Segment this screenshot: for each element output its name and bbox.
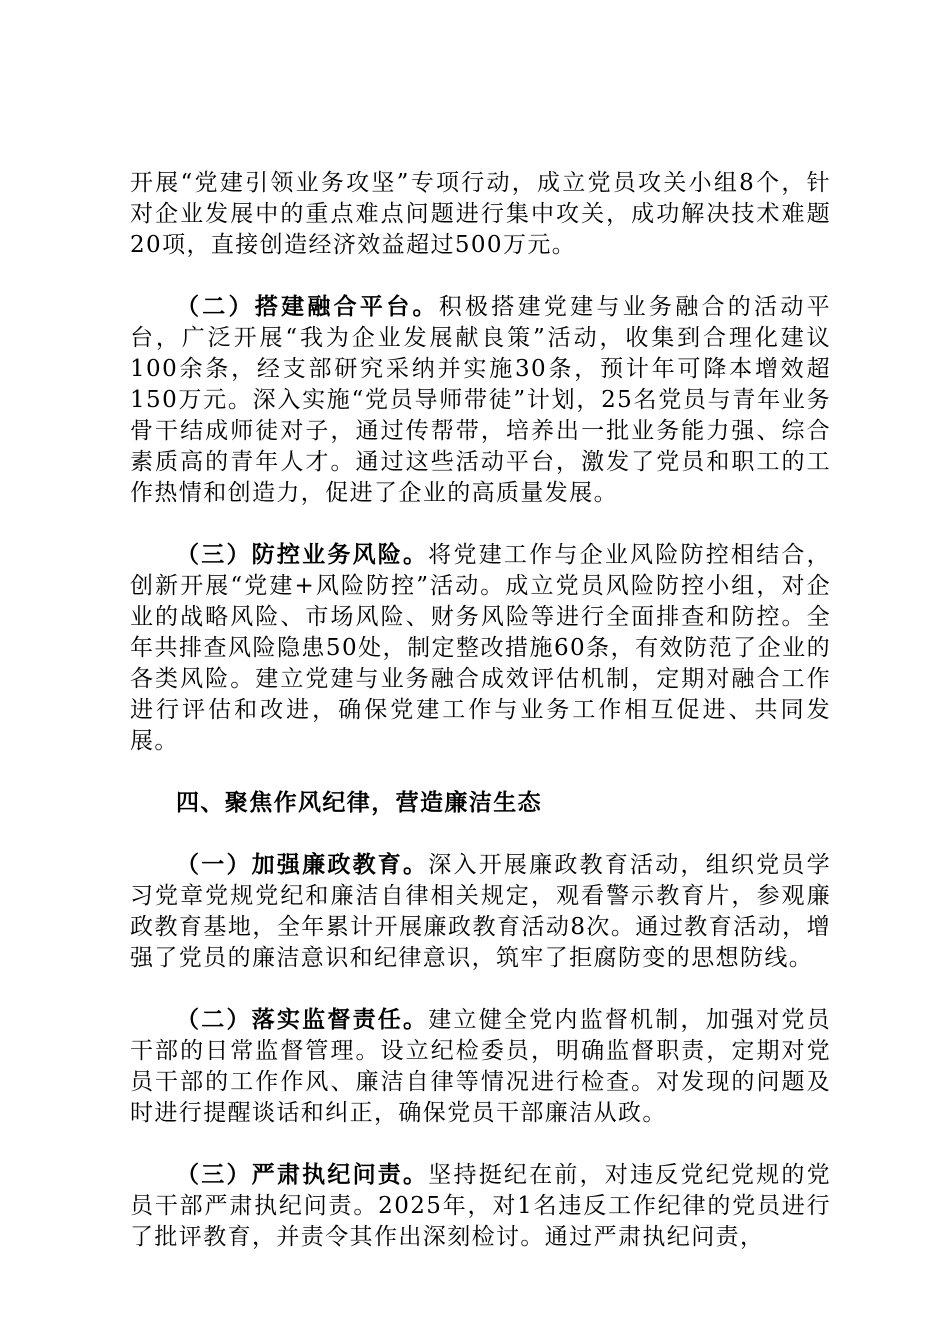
paragraph-lead: （三）防控业务风险。 bbox=[176, 542, 429, 568]
paragraph-integrity-education bbox=[130, 850, 831, 974]
paragraph-supervision bbox=[130, 1005, 831, 1129]
paragraph-text: 深入开展廉政教育活动，组织党员学习党章党规党纪和廉洁自律相关规定，观看警示教育片，参观廉政教育基地，全年累计开展廉政教育活动8次。通过教育活动，增强了党员的廉洁意识和纪律意识，筑牢了拒腐防变的思想防线。 bbox=[130, 852, 832, 971]
paragraph-text: 坚持挺纪在前，对违反党纪党规的党员干部严肃执纪问责。2025年，对1名违反工作纪律的党员进行了批评教育，并责令其作出深刻检讨。通过严肃执纪问责， bbox=[130, 1162, 832, 1250]
paragraph-risk-control bbox=[130, 540, 831, 757]
paragraph-lead: （三）严肃执纪问责。 bbox=[176, 1162, 429, 1188]
paragraph-lead: （二）落实监督责任。 bbox=[176, 1007, 429, 1033]
paragraph-discipline bbox=[130, 1160, 831, 1253]
section-heading: 四、聚焦作风纪律，营造廉洁生态 bbox=[176, 790, 542, 816]
paragraph-text: 积极搭建党建与业务融合的活动平台，广泛开展“我为企业发展献良策”活动，收集到合理化建议100余条，经支部研究采纳并实施30条，预计年可降本增效超150万元。深入实施“党员导师带徒”计划，25名党员与青年业务骨干结成师徒对子，通过传帮带，培养出一批业务能力强、综合素质高的青年人才。通过这些活动平台，激发了党员和职工的工作热情和创造力，促进了企业的高质量发展。 bbox=[130, 294, 831, 506]
document-page bbox=[130, 168, 831, 1284]
paragraph-integration-platform bbox=[130, 292, 831, 509]
paragraph-lead: （二）搭建融合平台。 bbox=[176, 294, 439, 320]
paragraph-lead: （一）加强廉政教育。 bbox=[176, 852, 429, 878]
paragraph-text: 建立健全党内监督机制，加强对党员干部的日常监督管理。设立纪检委员，明确监督职责，定期对党员干部的工作作风、廉洁自律等情况进行检查。对发现的问题及时进行提醒谈话和纠正，确保党员干部廉洁从政。 bbox=[130, 1007, 832, 1126]
paragraph-action-plan bbox=[130, 168, 831, 261]
paragraph-text: 将党建工作与企业风险防控相结合，创新开展“党建+风险防控”活动。成立党员风险防控小组，对企业的战略风险、市场风险、财务风险等进行全面排查和防控。全年共排查风险隐患50处，制定整改措施60条，有效防范了企业的各类风险。建立党建与业务融合成效评估机制，定期对融合工作进行评估和改进，确保党建工作与业务工作相互促进、共同发展。 bbox=[130, 542, 832, 754]
paragraph-text: 开展“党建引领业务攻坚”专项行动，成立党员攻关小组8个，针对企业发展中的重点难点问题进行集中攻关，成功解决技术难题20项，直接创造经济效益超过500万元。 bbox=[130, 170, 831, 258]
